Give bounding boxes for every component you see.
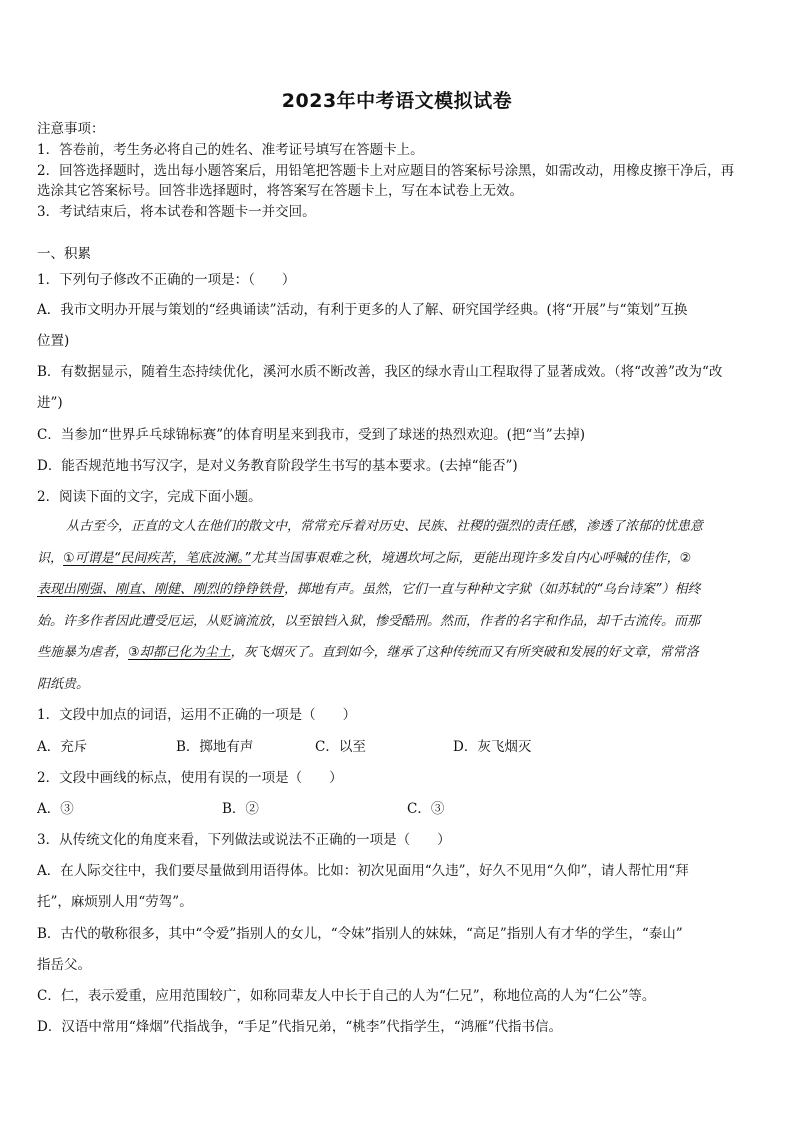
question-1-stem: 1．下列句子修改不正确的一项是：（ ） <box>37 272 296 288</box>
underlined-sentence-1: ①可谓是“民间疾苦，笔底波澜。” <box>63 551 251 566</box>
passage-text: 识， <box>37 551 64 566</box>
sub-question-3-option-c: C．仁，表示爱重，应用范围较广，如称同辈友人中长于自己的人为“仁兄”，称地位高的人为“仁公”等。 <box>37 988 656 1004</box>
sub-question-1-stem: 1．文段中加点的词语，运用不正确的一项是（ ） <box>37 707 357 723</box>
question-1-option-a-cont: 位置) <box>37 333 70 349</box>
notice-heading: 注意事项： <box>37 121 105 137</box>
page-title: 2023年中考语文模拟试卷 <box>281 90 513 112</box>
passage-line: 阳纸贵。 <box>37 677 90 692</box>
sub-question-3-option-a-cont: 托”，麻烦别人用“劳驾”。 <box>37 894 193 910</box>
sub-question-3-option-b: B．古代的敬称很多，其中“令爱”指别人的女儿，“令妹”指别人的妹妹，“高足”指别人有才华的学生，“泰山” <box>37 926 683 942</box>
sub-question-1-option-a: A．充斥 <box>37 739 88 755</box>
underlined-sentence-2: 表现出刚强、刚直、刚健、刚烈的铮铮铁骨 <box>37 582 285 597</box>
sub-question-3-option-a: A．在人际交往中，我们要尽量做到用语得体。比如：初次见面用“久违”，好久不见用“久仰”，请人帮忙用“拜 <box>37 863 689 879</box>
notice-item-2-cont: 选涂其它答案标号。回答非选择题时，将答案写在答题卡上，写在本试卷上无效。 <box>37 183 523 199</box>
question-1-option-d: D．能否规范地书写汉字，是对义务教育阶段学生书写的基本要求。(去掉“能否”) <box>37 458 518 474</box>
sub-question-2-option-c: C．③ <box>407 801 445 817</box>
question-1-option-b: B．有数据显示，随着生态持续优化，溪河水质不断改善，我区的绿水青山工程取得了显著成效。（将“改善”改为“改 <box>37 364 723 380</box>
passage-text: ，灰飞烟灭了。直到如今，继承了这种传统而又有所突破和发展的好文章，常常洛 <box>230 645 699 660</box>
question-2-stem: 2．阅读下面的文字，完成下面小题。 <box>37 489 262 505</box>
sub-question-3-option-d: D．汉语中常用“烽烟”代指战争，“手足”代指兄弟，“桃李”代指学生，“鸿雁”代指书信。 <box>37 1019 563 1035</box>
sub-question-2-stem: 2．文段中画线的标点，使用有误的一项是（ ） <box>37 770 343 786</box>
sub-question-2-option-a: A．③ <box>37 801 74 817</box>
passage-line <box>37 644 699 662</box>
passage-text: 尤其当国事艰难之秋，境遇坎坷之际，更能出现许多发自内心呼喊的佳作，② <box>250 551 692 566</box>
sub-question-2-option-b: B．② <box>222 801 259 817</box>
passage-text: 些施暴为虐者， <box>37 645 129 660</box>
passage-line: 始。许多作者因此遭受厄运，从贬谪流放，以至锒铛入狱，惨受酷刑。然而，作者的名字和作品，却千古流传。而那 <box>37 614 701 629</box>
question-1-option-c: C．当参加“世界乒乓球锦标赛”的体育明星来到我市，受到了球迷的热烈欢迎。(把“当”去掉) <box>37 427 585 443</box>
sub-question-3-option-b-cont: 指岳父。 <box>37 957 91 973</box>
passage-text: ，掷地有声。虽然，它们一直与种种文字狱（如苏轼的“乌台诗案”）相终 <box>284 582 701 597</box>
section-heading: 一、积累 <box>37 246 91 262</box>
sub-question-3-stem: 3．从传统文化的角度来看，下列做法或说法不正确的一项是（ ） <box>37 832 451 848</box>
question-1-option-b-cont: 进”) <box>37 395 63 411</box>
notice-item-1: 1．答卷前，考生务必将自己的姓名、准考证号填写在答题卡上。 <box>37 142 424 158</box>
passage-line <box>37 581 701 599</box>
notice-item-3: 3．考试结束后，将本试卷和答题卡一并交回。 <box>37 204 316 220</box>
sub-question-1-option-c: C．以至 <box>315 739 366 755</box>
notice-item-2: 2．回答选择题时，选出每小题答案后，用铅笔把答题卡上对应题目的答案标号涂黑，如需改动，用橡皮擦干净后，再 <box>37 163 735 179</box>
question-1-option-a: A．我市文明办开展与策划的“经典诵读”活动，有利于更多的人了解、研究国学经典。(将“开展”与“策划”互换 <box>37 302 688 318</box>
sub-question-1-option-b: B．掷地有声 <box>176 739 254 755</box>
passage-line <box>37 550 691 568</box>
passage-line: 从古至今，正直的文人在他们的散文中，常常充斥着对历史、民族、社稷的强烈的责任感，渗透了浓郁的忧患意 <box>66 519 704 534</box>
sub-question-1-option-d: D．灰飞烟灭 <box>453 739 532 755</box>
underlined-sentence-3: ③却都已化为尘土 <box>128 645 231 660</box>
